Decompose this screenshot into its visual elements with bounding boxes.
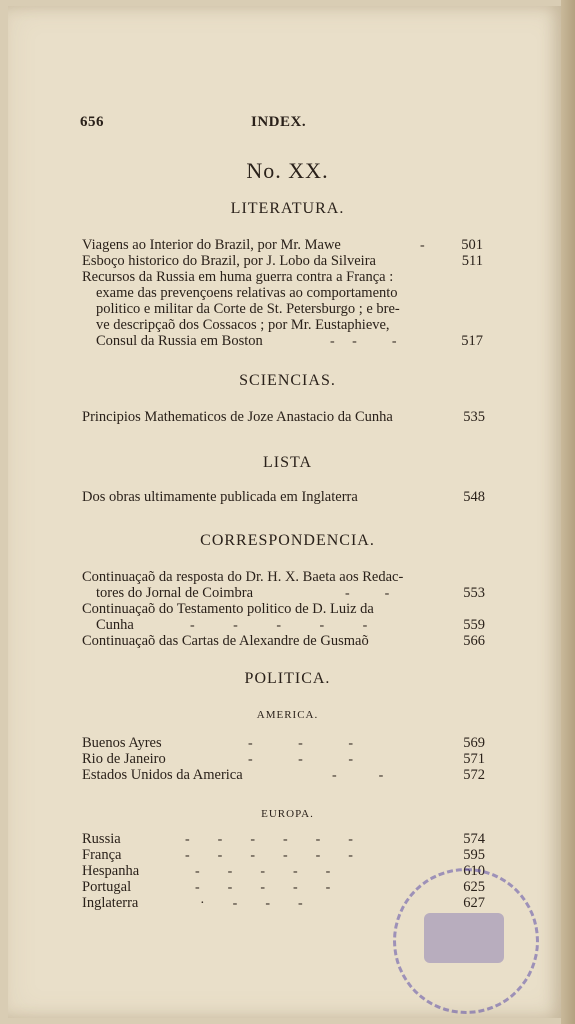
entry-text-line: Recursos da Russia em huma guerra contra a França : (82, 269, 394, 285)
entry-text: Rio de Janeiro (82, 751, 166, 767)
entry-page: 610 (463, 863, 485, 879)
entry-text-line: Consul da Russia em Boston (96, 333, 263, 349)
entry-page: 571 (463, 751, 485, 767)
subsection-europa-title: EUROPA. (261, 808, 314, 820)
leader-dots: - - (345, 586, 390, 601)
stamp-emblem (424, 913, 504, 963)
entry-text: Russia (82, 831, 121, 847)
entry-text: Esboço historico do Brazil, por J. Lobo da Silveira (82, 253, 376, 269)
entry-text-line: exame das prevençoens relativas ao comportamento (96, 285, 398, 301)
entry-page: 625 (463, 879, 485, 895)
entry-text-line: politico e militar da Corte de St. Petersburgo ; e bre- (96, 301, 400, 317)
entry-text: Estados Unidos da America (82, 767, 243, 783)
library-stamp (393, 868, 539, 1014)
issue-title: No. XX. (246, 158, 329, 183)
entry-text-line: Continuaçaõ do Testamento politico de D. Luiz da (82, 601, 374, 617)
entry-page: 517 (461, 333, 483, 349)
entry-text: Principios Mathematicos de Joze Anastacio da Cunha (82, 409, 393, 425)
entry-text-line: ve descripçaõ dos Cossacos ; por Mr. Eustaphieve, (96, 317, 390, 333)
leader-dots: - - - (248, 752, 353, 767)
entry-page: 627 (463, 895, 485, 911)
entry-text: Dos obras ultimamente publicada em Inglaterra (82, 489, 358, 505)
leader-dots: - - - - - - (185, 848, 353, 863)
entry-page: 574 (463, 831, 485, 847)
leader-dots: - - - (248, 736, 353, 751)
leader-dots: - - (332, 768, 384, 783)
entry-page: 553 (463, 585, 485, 601)
entry-page: 572 (463, 767, 485, 783)
entry-text: Continuaçaõ das Cartas de Alexandre de Gusmaõ (82, 633, 369, 649)
entry-text: Hespanha (82, 863, 140, 879)
page-edge (561, 0, 575, 1024)
page-number: 656 (80, 114, 104, 130)
entry-text: Buenos Ayres (82, 735, 162, 751)
leader-dots: - - - - - (195, 880, 331, 895)
entry-page: 569 (463, 735, 485, 751)
leader-dots: - - - - - (190, 618, 368, 633)
entry-text: Viagens ao Interior do Brazil, por Mr. Mawe (82, 237, 341, 253)
leader-dots: - - - (330, 334, 397, 349)
entry-page: 595 (463, 847, 485, 863)
section-sciencias-title: SCIENCIAS. (239, 372, 336, 389)
section-correspondencia-title: CORRESPONDENCIA. (200, 532, 375, 549)
entry-text: Inglaterra (82, 895, 139, 911)
entry-text-line: tores do Jornal de Coimbra (96, 585, 254, 601)
entry-page: 501 (461, 237, 483, 253)
section-literatura-title: LITERATURA. (230, 200, 345, 217)
entry-page: 535 (463, 409, 485, 425)
section-politica-title: POLITICA. (244, 670, 331, 687)
subsection-america-title: AMERICA. (256, 709, 319, 721)
entry-page: 548 (463, 489, 485, 505)
entry-page: 566 (463, 633, 485, 649)
running-head: INDEX. (251, 114, 307, 130)
leader-dots: - - - - - (195, 864, 331, 879)
entry-page: 559 (463, 617, 485, 633)
entry-text-line: Cunha (96, 617, 134, 633)
entry-text: Portugal (82, 879, 132, 895)
leader-dots: - - - - - - (185, 832, 353, 847)
entry-text: França (82, 847, 122, 863)
leader-dots: - (420, 238, 425, 253)
section-lista-title: LISTA (262, 454, 313, 471)
leader-dots: · - - - (200, 896, 303, 911)
entry-text-line: Continuaçaõ da resposta do Dr. H. X. Baeta aos Redac- (82, 569, 404, 585)
entry-page: 511 (461, 253, 483, 269)
